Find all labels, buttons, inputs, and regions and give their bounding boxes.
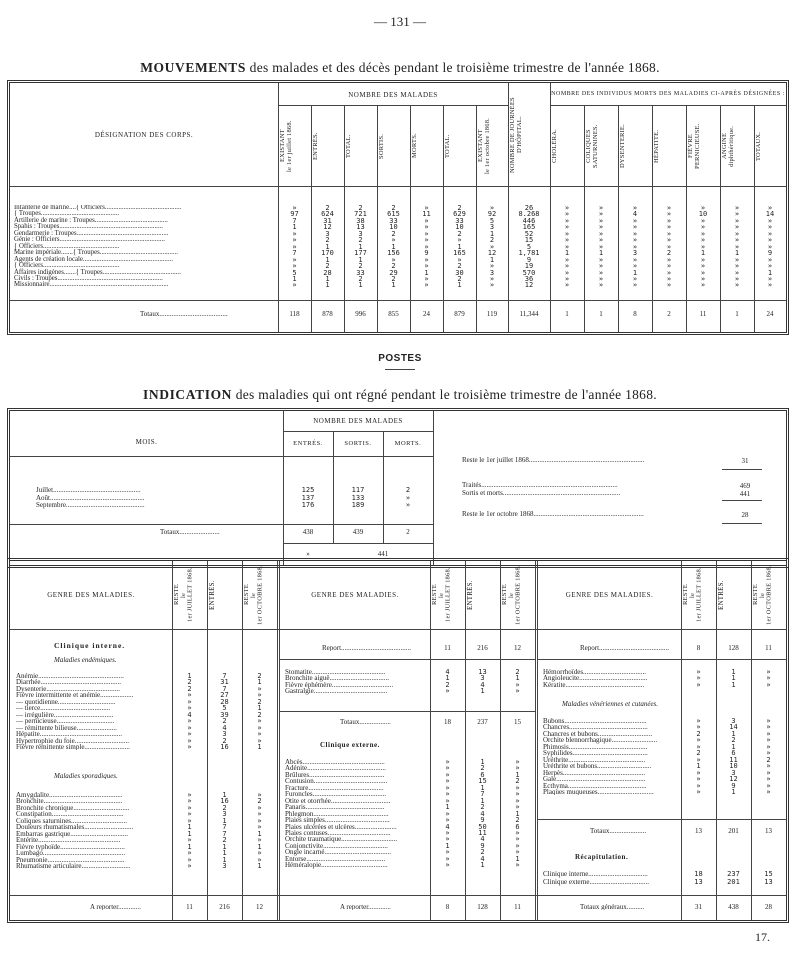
endemiques-heading: Maladies endémiques.	[54, 657, 117, 664]
total-entres: 878	[322, 310, 333, 318]
header-total-2: TOTAL.	[444, 134, 451, 158]
p1-col2-b: 1 16 2 3 1 7 7 2 1 1 1 3	[220, 791, 229, 870]
p3-report-1: 8	[696, 644, 701, 652]
col-fievre-pernicieuse: » 10 » » » » » 1 » » » » »	[698, 204, 708, 290]
header-hepatite: HÉPATITE.	[653, 129, 660, 163]
mois-header: MOIS.	[135, 438, 158, 446]
p2-report-1: 11	[444, 644, 451, 652]
total-existant-octobre: 119	[486, 310, 498, 318]
p1-col1-a: 1 2 2 » » » 4 » » » » »	[187, 672, 192, 751]
p3-header-reste-juillet: RESTE le 1er JUILLET 1868.	[682, 567, 703, 623]
p3-totaux-generaux-1: 31	[695, 903, 702, 911]
under-left: »	[306, 550, 310, 558]
col-existant-juillet: » 97 7 1 » » » 7 » » 5 1 »	[290, 204, 299, 290]
p3-labels-a: Hémorrhoïdes.................................... Angioleucite....................................... Kératite.............................................	[543, 669, 648, 689]
morts-header: MORTS.	[394, 440, 422, 447]
header-morts: MORTS.	[411, 133, 418, 159]
p3-col1-a: » » »	[696, 668, 701, 689]
clinique-interne-heading: Clinique interne.	[54, 641, 126, 650]
p2-labels-b: Abcès............................................... Adénite............................................. Brûlures........................................... Contusion.......................................... Fracture........................................... Furoncles.......................................... Otite et otorrhée.................................. Panaris............................................. Phlegmon........................................... Plaies simples..................................... Plaies ulcérées et ulcères........................ Plaies contuses.................................... Orchite traumatique................................ Conjonctivite..................................... Ongle incarné...................................... Entorse............................................. Héméralopie......................................	[285, 759, 398, 869]
p2-totaux-1: 18	[444, 718, 451, 726]
col-cholera: » » » » » » » 1 » » » » »	[564, 204, 570, 290]
header-entres: ENTRÉS.	[312, 132, 319, 160]
sortis-morts-value: 441	[739, 490, 751, 498]
p3-col1-b: » » 2 » » 2 » 1 » » » »	[696, 717, 701, 796]
p2-col3-b: » » 1 2 » » » » 1 2 6 » » » » 1 »	[515, 758, 520, 870]
p3-header-reste-octobre: RESTE le 1er OCTOBRE 1868.	[752, 565, 773, 625]
p3-totaux-generaux-3: 28	[765, 903, 772, 911]
corps-labels: Infanterie de marine....{ Officiers............................................. { Troupes.............................................. Artillerie de marine : Troupes........................................... Spahis : Troupes............................................................. Gendarmerie : Troupes...................................................... Génie : Officiers.............................................................. { Officiers............................................. Marine impériale.......{ Troupes.............................................. Agents de création locale..................................................... { Officiers............................................. Affaires indigènes.......{ Troupes.............................................. Civils : Troupes.............................................................. Missionnaire......................................................................	[14, 205, 182, 289]
header-total: TOTAL.	[345, 134, 352, 158]
p1-col3-b: » 2 » » » » 1 » 1 » » 1	[257, 791, 262, 870]
p2-reporter-label: A reporter.............	[340, 904, 391, 911]
p3-totaux-label: Totaux.....................	[590, 828, 647, 835]
header-existant-juillet: EXISTANT le 1er juillet 1868.	[279, 120, 293, 172]
p2-report-label: Report........................................	[322, 645, 412, 652]
p2-reporter-2: 128	[477, 903, 488, 911]
total-sortis: 855	[388, 310, 399, 318]
col-morts: » 11 » » » » » 9 » » 1 » »	[422, 204, 431, 290]
p1-reporter-label: A reporter.............	[90, 904, 141, 911]
p3-col2-a: 1 1 1	[731, 668, 736, 689]
month-morts: 2 » »	[405, 486, 411, 509]
header-sortis: SORTIS.	[378, 133, 385, 159]
header-dysenterie: DYSENTERIE.	[619, 124, 626, 168]
p1-reporter-2: 216	[219, 903, 230, 911]
reste-juillet-value: 31	[741, 457, 749, 465]
p3-totaux-generaux-label: Totaux généraux..........	[580, 904, 645, 911]
total-morts: 24	[423, 310, 430, 318]
mouvements-title-bold: MOUVEMENTS	[140, 60, 246, 75]
page-number-bottom: 17.	[755, 930, 770, 944]
veneriennes-heading: Maladies vénériennes et cutanées.	[562, 701, 659, 708]
header-totaux: TOTAUX.	[755, 131, 762, 161]
header-fievre-pernicieuse: FIÈVRE PERNICIEUSE.	[687, 123, 701, 169]
p3-report-label: Report........................................	[580, 645, 670, 652]
p2-col2-a: 13 3 4 1	[478, 668, 487, 696]
p3-col2-b: 3 14 1 2 1 6 11 10 3 12 9 1	[729, 717, 738, 796]
month-total-sortis: 439	[352, 528, 364, 536]
traites-label: Traités..............................................................................	[462, 482, 618, 489]
group-individus-morts: NOMBRE DES INDIVIDUS MORTS DES MALADIES CI-APRÈS DÉSIGNÉES :	[551, 91, 785, 97]
sporadiques-heading: Maladies sporadiques.	[54, 773, 118, 780]
p2-reporter-3: 11	[514, 903, 521, 911]
p1-header-entres: ENTRÉS.	[208, 580, 216, 610]
p2-header-entres: ENTRÉS.	[466, 580, 474, 610]
p2-col1-b: » » » » » » » 1 » » 4 » » 1 » » »	[445, 758, 450, 870]
month-labels: Juillet.................................................. Août...................................................... Septembre.............................................	[36, 487, 145, 509]
maladies-table	[7, 558, 789, 923]
p3-col3-b: » » » » » » 2 » » » » »	[766, 717, 771, 796]
p2-totaux-3: 15	[514, 718, 521, 726]
p2-totaux-2: 237	[477, 718, 488, 726]
p3-labels-c: Clinique interne.................................. Clinique externe..................................	[543, 871, 649, 886]
p2-report-2: 216	[477, 644, 488, 652]
p1-header-reste-octobre: RESTE le 1er OCTOBRE 1868.	[243, 565, 264, 625]
col-entres: 2 624 31 12 3 2 1 170 1 2 28 1 1	[321, 204, 334, 290]
indication-title-bold: INDICATION	[143, 387, 233, 402]
genre-header-2: GENRE DES MALADIES.	[311, 591, 399, 599]
under-total: 441	[377, 550, 389, 558]
col-existant-octobre: » 92 5 3 1 2 » 12 1 » 3 » »	[487, 204, 497, 290]
reste-octobre-value: 28	[741, 511, 749, 519]
header-cholera: CHOLÉRA.	[551, 129, 558, 163]
genre-header-1: GENRE DES MALADIES.	[47, 591, 135, 599]
total-total: 996	[355, 310, 366, 318]
total-dysenterie: 8	[633, 310, 637, 318]
col-coliques: » » » » » » » 1 » » » » »	[598, 204, 604, 290]
header-journees: NOMBRE DE JOURNÉES D'HÔPITAL.	[509, 97, 523, 173]
clinique-externe-heading: Clinique externe.	[320, 741, 380, 749]
postes-heading: POSTES	[378, 353, 422, 364]
entres-header: ENTRÉS.	[293, 440, 323, 447]
p1-reporter-3: 12	[256, 903, 263, 911]
p2-col1-a: 4 1 2 »	[445, 668, 450, 696]
total-angine: 1	[735, 310, 739, 318]
indication-title	[0, 387, 800, 403]
total-total-2: 879	[454, 310, 465, 318]
p1-col2-a: 7 31 7 27 28 5 39 2 4 3 2 16	[220, 672, 229, 751]
sortis-morts-label: Sortis et morts...................................................................	[462, 490, 621, 497]
postes-rule	[385, 369, 415, 370]
p3-header-entres: ENTRÉS.	[717, 580, 725, 610]
totaux-label: Totaux.......................................	[140, 311, 228, 318]
p1-labels-b: Amygdalite.......................................... Bronchite............................................. Bronchite chronique................................ Constipation......................................... Coliques saturnines................................ Douleurs rhumatismales............................ Embarras gastrique................................. Entérite............................................... Fièvre typhoïde..................................... Lumbago............................................... Pneumonie............................................ Rhumatisme articulaire............................	[16, 792, 134, 870]
month-totaux-label: Totaux.......................	[160, 529, 220, 536]
p2-totaux-label: Totaux..................	[340, 719, 391, 726]
p2-header-reste-octobre: RESTE le 1er OCTOBRE 1868.	[501, 565, 522, 625]
p3-labels-b: Bubons............................................... Chancres............................................. Chancres et bubons............................... Orchite blennorrhagique.......................... Phimosis............................................. Syphilides........................................... Uréthrite............................................ Uréthrite et bubons............................... Herpès............................................... Gale................................................... Ecthyma............................................. Plaques muqueuses................................	[543, 718, 658, 796]
mouvements-table	[7, 80, 789, 335]
p3-report-3: 11	[765, 644, 772, 652]
indication-title-rest: des maladies qui ont régné pendant le troisième trimestre de l'année 1868.	[232, 387, 657, 402]
p1-header-reste-juillet: RESTE le 1er JUILLET 1868.	[173, 567, 194, 623]
total-hepatite: 2	[667, 310, 671, 318]
p3-col3-a: » » »	[766, 668, 771, 689]
col-angine: » » » » » » » 1 » » » » »	[734, 204, 740, 290]
p2-col2-b: 1 2 6 15 1 7 1 2 4 9 50 11 4 9 2 4 1	[478, 758, 487, 870]
total-fievre-pernicieuse: 11	[699, 310, 707, 318]
sortis-header: SORTIS.	[344, 440, 372, 447]
p3-col1-c: 18 13	[694, 870, 703, 886]
designation-header: DÉSIGNATION DES CORPS.	[94, 131, 194, 139]
col-total-2: 2 629 33 10 2 » 1 165 » 2 30 2 1	[453, 204, 466, 290]
p3-totaux-generaux-2: 438	[728, 903, 739, 911]
total-cholera: 1	[565, 310, 569, 318]
p3-report-2: 128	[728, 644, 739, 652]
month-sortis: 117 133 189	[351, 486, 365, 509]
col-journees: 26 8.268 446 165 52 15 5 1,781 9 19 570 36 12	[518, 204, 540, 290]
p2-report-3: 12	[514, 644, 521, 652]
p2-header-reste-juillet: RESTE le 1er JUILLET 1868.	[431, 567, 452, 623]
total-existant-juillet: 118	[289, 310, 300, 318]
total-coliques: 1	[599, 310, 603, 318]
p1-col1-b: » » » » » 1 1 » 1 » » »	[187, 791, 192, 870]
p3-totaux-2: 201	[728, 827, 739, 835]
page-number: — 131 —	[374, 14, 426, 29]
nombre-malades-header: NOMBRE DES MALADES	[313, 417, 403, 425]
p2-col3-a: 2 1 » »	[515, 668, 520, 696]
header-existant-octobre: EXISTANT le 1er octobre 1868.	[477, 118, 491, 174]
p1-labels-a: Anémie................................................. Diarrhée.............................................. Dysenterie.......................................... Fièvre intermittente et anémie................... — quotidienne................................. — tierce........................................ — irrégulière.................................. — pernicieuse................................. — rémittente bilieuse....................... Hépatite............................................... Hypertrophie du foie............................... Fièvre rémittente simple..........................	[16, 673, 134, 751]
total-journees: 11,344	[519, 310, 539, 318]
genre-header-3: GENRE DES MALADIES.	[565, 591, 654, 599]
month-entres: 125 137 176	[301, 486, 315, 509]
header-coliques: COLIQUES SATURNINES.	[585, 124, 599, 168]
p1-col3-a: 2 1 » » 2 1 2 » » » » 1	[257, 672, 262, 751]
p2-labels-a: Stomatite.......................................... Bronchite aiguë.................................. Fièvre éphémère................................... Gastralgie..........................................	[285, 669, 394, 695]
rule-3	[722, 523, 762, 524]
rule-2	[722, 500, 762, 501]
col-total: 2 721 38 13 3 2 1 177 1 2 33 2 1	[354, 204, 367, 290]
reste-octobre-label: Reste le 1er octobre 1868...............................................................	[462, 511, 644, 518]
recapitulation-heading: Récapitulation.	[575, 853, 629, 861]
p3-col2-c: 237 201	[727, 870, 740, 886]
col-dysenterie: » 4 » » » » » 3 » » 1 » »	[632, 204, 638, 290]
reste-juillet-label: Reste le 1er juillet 1868..................................................................	[462, 457, 645, 464]
p1-reporter-1: 11	[186, 903, 193, 911]
total-totaux: 24	[766, 310, 774, 318]
mouvements-title-rest: des malades et des décès pendant le troisième trimestre de l'année 1868.	[245, 60, 660, 75]
header-angine: ANGINE diphthéritique.	[721, 125, 735, 167]
month-total-entres: 438	[302, 528, 314, 536]
col-sortis: 2 615 33 10 2 » 1 156 » 2 29 2 1	[387, 204, 400, 290]
month-total-morts: 2	[406, 528, 410, 536]
indication-table	[7, 408, 789, 568]
col-totaux: » 14 » » » » » 9 » » 1 » »	[765, 204, 775, 290]
group-nombre-malades: NOMBRE DES MALADES	[348, 91, 438, 99]
p2-reporter-1: 8	[445, 903, 450, 911]
p3-col3-c: 15 13	[764, 870, 773, 886]
rule-1	[722, 469, 762, 470]
p3-totaux-1: 13	[695, 827, 702, 835]
mouvements-title	[0, 60, 800, 76]
col-hepatite: » » » » » » » 2 » » » » »	[666, 204, 672, 290]
p3-totaux-3: 13	[765, 827, 772, 835]
traites-value: 469	[739, 482, 751, 490]
